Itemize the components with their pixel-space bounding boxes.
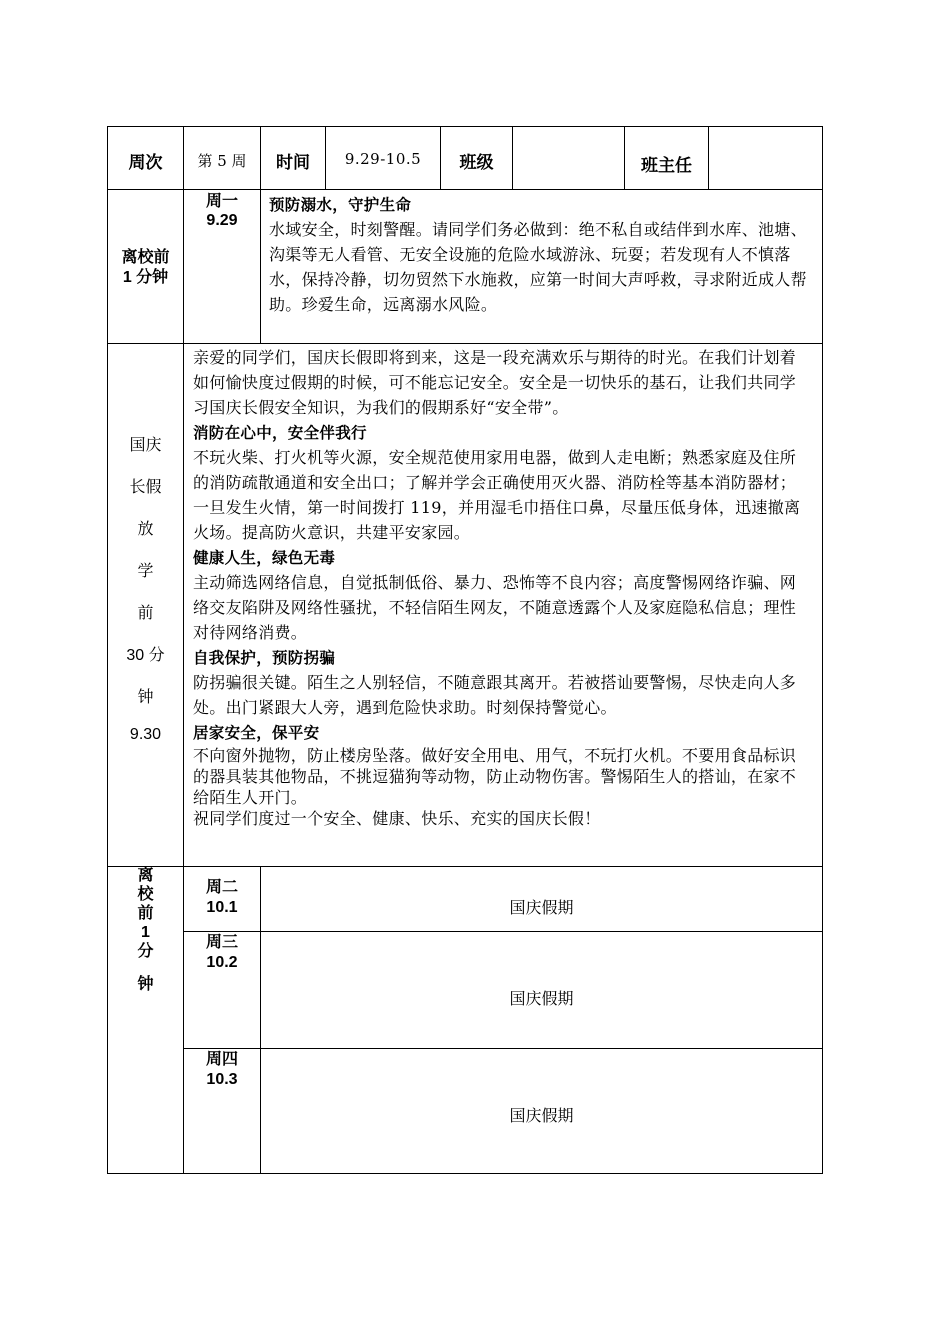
topic-text: 不玩火柴、打火机等火源，安全规范使用家用电器，做到人走电断；熟悉家庭及住所的消防疏散通道和安全出口；了解并学会正确使用灭火器、消防栓等基本消防器材；一旦发生火情，第一时间拨打 119，并用湿毛巾捂住口鼻，尽量压低身体，迅速撤离火场。提高防火意识，共建平安家园。 (193, 448, 801, 542)
section2-label-line: 长假 (129, 479, 162, 496)
section1-label-line2: 1 分钟 (122, 269, 169, 286)
section3-row-date: 10.1 (206, 899, 238, 916)
topic-text: 防拐骗很关键。陌生之人别轻信，不随意跟其离开。若被搭讪要警惕，尽快走向人多处。出门紧跟大人旁，遇到危险快求助。时刻保持警觉心。 (193, 673, 797, 717)
section2-label-line: 30 分 (126, 647, 165, 664)
section3-row-day: 周二 (205, 879, 238, 896)
section3-label-line: 分 (137, 943, 154, 960)
section3-label-line: 离 (137, 867, 154, 884)
section2-label-line: 钟 (137, 689, 154, 706)
time-label: 时间 (276, 153, 310, 172)
section3-label-line: 钟 (137, 976, 154, 993)
week-value: 第 5 周 (197, 152, 247, 170)
section2-content (193, 345, 809, 829)
section3-label-line: 校 (137, 886, 154, 903)
class-label: 班级 (459, 153, 494, 172)
section3-label (108, 866, 183, 994)
section2-label-line: 学 (137, 563, 154, 580)
time-value: 9.29-10.5 (344, 150, 422, 168)
topic-heading: 消防在心中，安全伴我行 (193, 423, 367, 442)
section3-row-date: 10.3 (206, 1071, 238, 1088)
section2-closing: 祝同学们度过一个安全、健康、快乐、充实的国庆长假！ (193, 809, 601, 828)
topic-heading: 居家安全，保平安 (193, 723, 320, 742)
topic-text: 主动筛选网络信息，自觉抵制低俗、暴力、恐怖等不良内容；高度警惕网络诈骗、网络交友陷阱及网络性骚扰，不轻信陌生网友，不随意透露个人及家庭隐私信息；理性对待网络消费。 (193, 573, 797, 642)
section2-label-line: 前 (137, 605, 154, 622)
section2-label-line: 国庆 (129, 437, 162, 454)
section2-label (108, 432, 183, 768)
section1-day: 周一 (205, 193, 238, 210)
section1-day-date (184, 192, 260, 230)
section2-label-line: 9.30 (129, 726, 162, 743)
section3-row-day-date (184, 878, 260, 918)
section1-label-line1: 离校前 (121, 249, 170, 266)
section1-content (269, 192, 809, 317)
section2-intro: 亲爱的同学们，国庆长假即将到来，这是一段充满欢乐与期待的时光。在我们计划着如何愉快度过假期的时候，可不能忘记安全。安全是一切快乐的基石，让我们共同学习国庆长假安全知识，为我们的假期系好“安全带”。 (193, 348, 797, 417)
section1-title: 预防溺水，守护生命 (269, 195, 412, 214)
section1-text: 水域安全，时刻警醒。请同学们务必做到：绝不私自或结伴到水库、池塘、沟渠等无人看管、无安全设施的危险水域游泳、玩耍；若发现有人不慎落水，保持冷静，切勿贸然下水施救，应第一时间大声呼救，寻求附近成人帮助。珍爱生命，远离溺水风险。 (269, 220, 807, 314)
topic-heading: 健康人生，绿色无毒 (193, 548, 336, 567)
section3-row-day-date (184, 1050, 260, 1090)
section3-row-day: 周四 (205, 1051, 238, 1068)
week-label: 周次 (128, 153, 163, 172)
teacher-label: 班主任 (641, 156, 692, 175)
section3-row-day-date (184, 933, 260, 973)
topic-heading: 自我保护，预防拐骗 (193, 648, 336, 667)
section3-row-date: 10.2 (206, 954, 238, 971)
section2-label-line: 放 (137, 521, 154, 538)
topic-text: 不向窗外抛物，防止楼房坠落。做好安全用电、用气，不玩打火机。不要用食品标识的器具装其他物品，不挑逗猫狗等动物，防止动物伤害。警惕陌生人的搭讪，在家不给陌生人开门。 (193, 746, 797, 807)
section3-row-content: 国庆假期 (509, 898, 574, 917)
section3-row-content: 国庆假期 (509, 1106, 574, 1125)
section3-label-line: 1 (141, 924, 150, 941)
section1-date: 9.29 (206, 212, 238, 229)
section1-label (108, 248, 183, 288)
section3-row-day: 周三 (205, 934, 238, 951)
section3-label-line: 前 (137, 905, 154, 922)
section3-row-content: 国庆假期 (509, 989, 574, 1008)
